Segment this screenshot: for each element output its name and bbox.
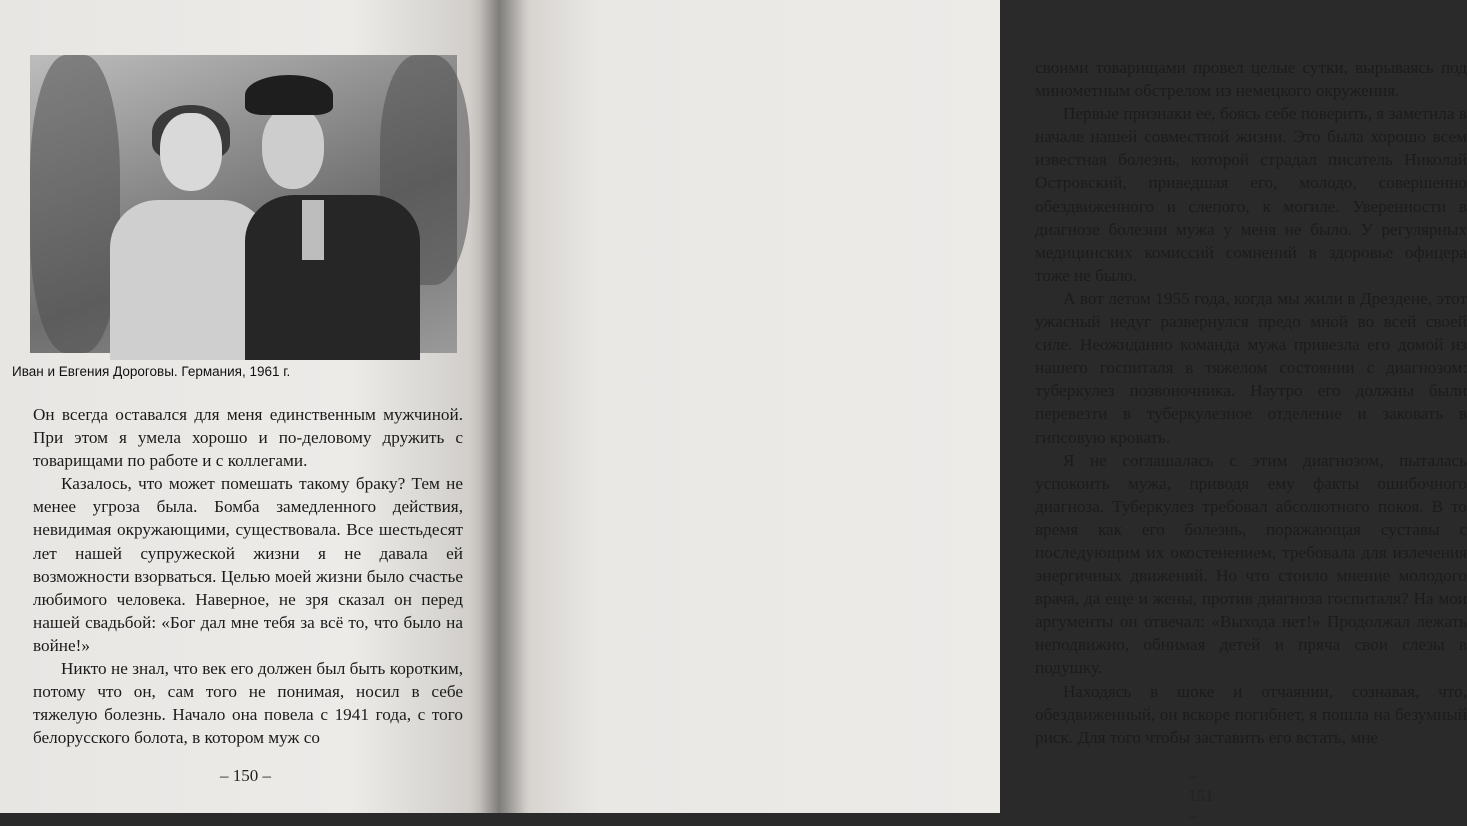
left-page <box>0 0 500 813</box>
paragraph: Казалось, что может помешать такому браку? Тем не менее угроза была. Бомба замедленного действия, невидимая окружающими, существовала. Все шестьдесят лет нашей супружеской жизни я не давала ей возможности взорваться. Целью моей жизни было счастье любимого человека. Наверное, не зря сказал он перед нашей свадьбой: «Бог дал мне тебя за всё то, что было на войне!» <box>33 474 463 655</box>
right-page <box>500 0 1467 825</box>
paragraph: Я не соглашалась с этим диагнозом, пыталась успокоить мужа, приводя ему факты ошибочного диагноза. Туберкулез требовал абсолютного покоя. В то время как его болезнь, поражающая суставы с последующим их окостенением, требовала для излечения энергичных движений. Но что стоило мнение молодого врача, да еще и жены, против диагноза госпиталя? На мои аргументы он отвечал: «Выхода нет!» Продолжал лежать неподвижно, обнимая детей и пряча свои слезы в подушку. <box>1035 450 1467 678</box>
right-page-text <box>1035 56 1467 749</box>
paragraph: Он всегда оставался для меня единственным мужчиной. При этом я умела хорошо и по-деловому дружить с товарищами по работе и с коллегами. <box>33 405 463 471</box>
paragraph: А вот летом 1955 года, когда мы жили в Дрездене, этот ужасный недуг развернулся предо мной во всей своей силе. Неожиданно команда мужа привезла его домой из нашего госпиталя в тяжелом состоянии с диагнозом: туберкулез позвоночника. Наутро его должны были перевезти в туберкулезное отделение и заковать в гипсовую кровать. <box>1035 288 1467 447</box>
page-number-left: – 150 – <box>220 766 271 785</box>
left-page-text <box>33 403 463 749</box>
paragraph: своими товарищами провел целые сутки, вырываясь под минометным обстрелом из немецкого окружения. <box>1035 58 1467 101</box>
photo-couple <box>30 55 457 353</box>
paragraph: Находясь в шоке и отчаянии, сознавая, что, обездвиженный, он вскоре погибнет, я пошла на безумный риск. Для того чтобы заставить его встать, мне <box>1035 681 1467 747</box>
paragraph: Первые признаки ее, боясь себе поверить, я заметила в начале нашей совместной жизни. Это была хорошо всем известная болезнь, которой страдал писатель Николай Островский, приведшая его, молодо, совершенно обездвиженного и слепого, к могиле. Уверенности в диагнозе болезни мужа у меня не было. У регулярных медицинских комиссий сомнений в здоровье офицера тоже не было. <box>1035 104 1467 285</box>
paragraph: Никто не знал, что век его должен был быть коротким, потому что он, сам того не понимая, носил в себе тяжелую болезнь. Начало она повела с 1941 года, с того белорусского болота, в котором муж со <box>33 659 463 748</box>
photo-caption: Иван и Евгения Дороговы. Германия, 1961 г. <box>12 364 291 379</box>
page-number-right: – 151 – <box>1188 766 1214 825</box>
